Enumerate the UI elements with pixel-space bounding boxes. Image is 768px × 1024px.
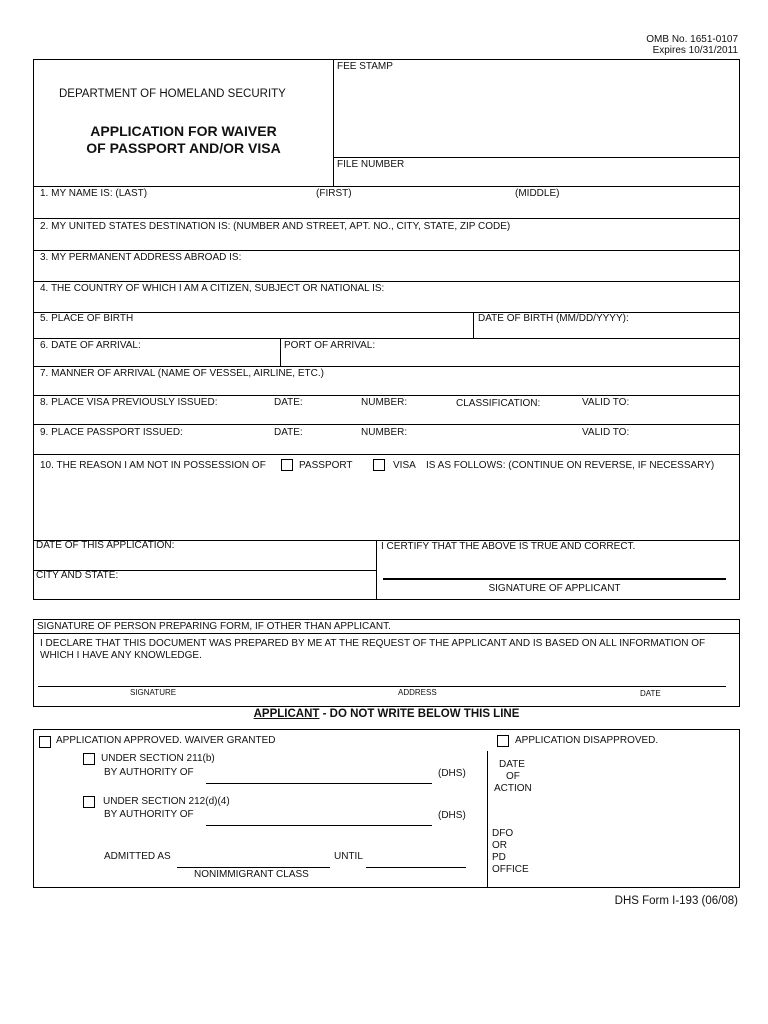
preparer-heading: SIGNATURE OF PERSON PREPARING FORM, IF OTHER THAN APPLICANT.: [37, 621, 391, 632]
row-line: [33, 366, 740, 367]
form-id: DHS Form I-193 (06/08): [614, 895, 738, 907]
section-212d4-label: UNDER SECTION 212(d)(4): [103, 796, 230, 807]
disapproved-checkbox[interactable]: [497, 735, 509, 747]
q1-first-label: (FIRST): [316, 188, 352, 199]
preparer-signature-line[interactable]: [38, 686, 726, 687]
admitted-as-line[interactable]: [177, 867, 330, 868]
q10-label: 10. THE REASON I AM NOT IN POSSESSION OF: [40, 460, 266, 471]
office-use-notice: [33, 709, 740, 721]
name-field[interactable]: [35, 200, 738, 217]
declaration-line1: I DECLARE THAT THIS DOCUMENT WAS PREPARED BY ME AT THE REQUEST OF THE APPLICANT AND IS BASED ON ALL INFORMATION OF: [40, 638, 706, 649]
passport-option-label: PASSPORT: [299, 460, 353, 471]
omb-number: OMB No. 1651-0107: [646, 34, 738, 45]
row-line: [33, 281, 740, 282]
preparer-address-label: ADDRESS: [398, 688, 437, 697]
row-line: [33, 395, 740, 396]
col-divider: [376, 540, 377, 600]
row-line: [33, 218, 740, 219]
office-divider: [487, 751, 488, 888]
q10-rest-label: IS AS FOLLOWS: (CONTINUE ON REVERSE, IF NECESSARY): [426, 460, 715, 471]
q8-classification-label: CLASSIFICATION:: [456, 398, 541, 409]
us-destination-field[interactable]: [35, 233, 738, 249]
certify-statement: I CERTIFY THAT THE ABOVE IS TRUE AND CORRECT.: [381, 541, 636, 552]
date-of-action-l1: DATE: [499, 759, 525, 770]
visa-checkbox[interactable]: [373, 459, 385, 471]
admitted-as-label: ADMITTED AS: [104, 851, 171, 862]
form-title-line2: OF PASSPORT AND/OR VISA: [86, 140, 281, 156]
col-divider: [473, 312, 474, 338]
file-number-label: FILE NUMBER: [337, 159, 405, 170]
section-211b-checkbox[interactable]: [83, 753, 95, 765]
form-title-line1: APPLICATION FOR WAIVER: [90, 123, 277, 139]
row-line: [33, 250, 740, 251]
dhs-label-1: (DHS): [438, 768, 466, 779]
q9-label: 9. PLACE PASSPORT ISSUED:: [40, 427, 183, 438]
row-line: [33, 186, 740, 187]
dfo-l1: DFO: [492, 828, 514, 839]
q8-date-label: DATE:: [274, 397, 303, 408]
section-212d4-checkbox[interactable]: [83, 796, 95, 808]
file-number-field[interactable]: [335, 171, 738, 185]
col-divider: [280, 338, 281, 366]
preparer-divider: [33, 633, 740, 634]
file-number-divider: [333, 157, 740, 158]
q8-label: 8. PLACE VISA PREVIOUSLY ISSUED:: [40, 397, 218, 408]
row-line: [33, 454, 740, 455]
q4-label: 4. THE COUNTRY OF WHICH I AM A CITIZEN, SUBJECT OR NATIONAL IS:: [40, 283, 385, 294]
authority-label-2: BY AUTHORITY OF: [104, 809, 194, 820]
passport-checkbox[interactable]: [281, 459, 293, 471]
nonimmigrant-class-label: NONIMMIGRANT CLASS: [194, 869, 309, 880]
disapproved-label: APPLICATION DISAPPROVED.: [515, 735, 659, 746]
fee-stamp-area: [335, 75, 738, 155]
q8-number-label: NUMBER:: [361, 397, 408, 408]
header-divider: [333, 59, 334, 186]
citizenship-field[interactable]: [35, 295, 738, 311]
q8-valid-label: VALID TO:: [582, 397, 630, 408]
preparer-signature-label: SIGNATURE: [130, 688, 177, 697]
q7-label: 7. MANNER OF ARRIVAL (NAME OF VESSEL, AIRLINE, ETC.): [40, 368, 324, 379]
dfo-l3: PD: [492, 852, 506, 863]
dhs-label-2: (DHS): [438, 810, 466, 821]
approved-checkbox[interactable]: [39, 736, 51, 748]
q5-label: 5. PLACE OF BIRTH: [40, 313, 134, 324]
notice-applicant: APPLICANT: [253, 708, 320, 720]
department-name: DEPARTMENT OF HOMELAND SECURITY: [59, 88, 286, 100]
q1-middle-label: (MIDDLE): [515, 188, 560, 199]
q1-last-label: 1. MY NAME IS: (LAST): [40, 188, 148, 199]
applicant-signature-line[interactable]: [383, 578, 726, 580]
until-label: UNTIL: [334, 851, 363, 862]
authority-line-2[interactable]: [206, 825, 432, 826]
row-line: [33, 338, 740, 339]
q5-dob-label: DATE OF BIRTH (MM/DD/YYYY):: [478, 313, 629, 324]
dfo-l2: OR: [492, 840, 507, 851]
until-line[interactable]: [366, 867, 466, 868]
authority-label-1: BY AUTHORITY OF: [104, 767, 194, 778]
notice-rest: - DO NOT WRITE BELOW THIS LINE: [319, 708, 520, 720]
row-line: [33, 312, 740, 313]
reason-text-area[interactable]: [35, 476, 738, 538]
date-of-action-l2: OF: [506, 771, 520, 782]
date-of-action-l3: ACTION: [494, 783, 532, 794]
approved-label: APPLICATION APPROVED. WAIVER GRANTED: [56, 735, 276, 746]
preparer-date-label: DATE: [640, 689, 661, 698]
q9-date-label: DATE:: [274, 427, 303, 438]
q6-port-label: PORT OF ARRIVAL:: [284, 340, 376, 351]
authority-line-1[interactable]: [206, 783, 432, 784]
date-of-application-label: DATE OF THIS APPLICATION:: [36, 540, 175, 551]
signature-applicant-label: SIGNATURE OF APPLICANT: [488, 583, 621, 594]
row-line: [33, 424, 740, 425]
fee-stamp-label: FEE STAMP: [337, 61, 393, 72]
section-211b-label: UNDER SECTION 211(b): [101, 753, 215, 764]
visa-option-label: VISA: [393, 460, 416, 471]
declaration-line2: WHICH I HAVE ANY KNOWLEDGE.: [40, 650, 202, 661]
omb-expires: Expires 10/31/2011: [652, 45, 738, 56]
q9-valid-label: VALID TO:: [582, 427, 630, 438]
q9-number-label: NUMBER:: [361, 427, 408, 438]
city-state-label: CITY AND STATE:: [36, 570, 119, 581]
permanent-address-field[interactable]: [35, 264, 738, 280]
q3-label: 3. MY PERMANENT ADDRESS ABROAD IS:: [40, 252, 242, 263]
dfo-l4: OFFICE: [492, 864, 529, 875]
q6-label: 6. DATE OF ARRIVAL:: [40, 340, 141, 351]
q2-label: 2. MY UNITED STATES DESTINATION IS: (NUMBER AND STREET, APT. NO., CITY, STATE, ZIP CODE): [40, 221, 511, 232]
